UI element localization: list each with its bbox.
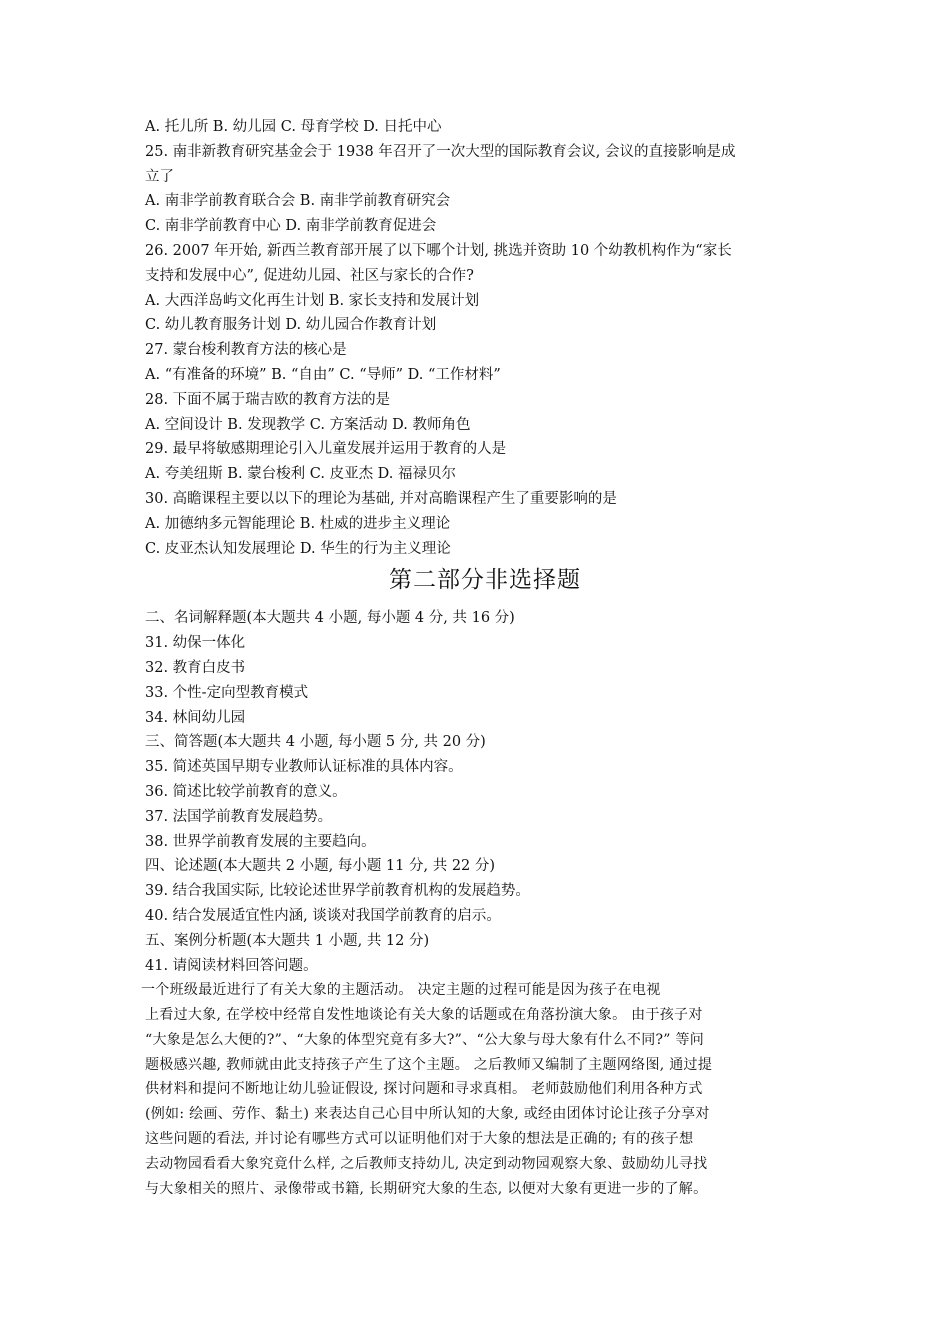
q25-options-cd: C. 南非学前教育中心 D. 南非学前教育促进会 xyxy=(145,218,437,235)
case-line: 上看过大象, 在学校中经常自发性地谈论有关大象的话题或在角落扮演大象。 由于孩子对 xyxy=(145,1007,703,1024)
q36: 36. 简述比较学前教育的意义。 xyxy=(145,783,347,800)
q34: 34. 林间幼儿园 xyxy=(145,709,246,726)
section-heading-essay: 四、论述题(本大题共 2 小题, 每小题 11 分, 共 22 分) xyxy=(145,858,496,875)
q33: 33. 个性-定向型教育模式 xyxy=(145,684,309,701)
q30-stem: 30. 高瞻课程主要以以下的理论为基础, 并对高瞻课程产生了重要影响的是 xyxy=(145,490,617,507)
section-heading-definitions: 二、名词解释题(本大题共 4 小题, 每小题 4 分, 共 16 分) xyxy=(145,610,515,627)
q27-options: A. “有准备的环境” B. “自由” C. “导师” D. “工作材料” xyxy=(145,366,501,383)
section-title: 第二部分非选择题 xyxy=(389,567,581,594)
q29-options: A. 夸美纽斯 B. 蒙台梭利 C. 皮亚杰 D. 福禄贝尔 xyxy=(145,466,457,483)
section-heading-short-answer: 三、简答题(本大题共 4 小题, 每小题 5 分, 共 20 分) xyxy=(145,734,486,751)
case-line: 一个班级最近进行了有关大象的主题活动。 决定主题的过程可能是因为孩子在电视 xyxy=(141,982,661,999)
q29-stem: 29. 最早将敏感期理论引入儿童发展并运用于教育的人是 xyxy=(145,441,507,458)
q26-stem: 26. 2007 年开始, 新西兰教育部开展了以下哪个计划, 挑选并资助 10 个幼教机构作为“家长 xyxy=(145,242,732,259)
case-line: 与大象相关的照片、录像带或书籍, 长期研究大象的生态, 以便对大象有更进一步的了解。 xyxy=(145,1180,708,1197)
q25-options-ab: A. 南非学前教育联合会 B. 南非学前教育研究会 xyxy=(145,193,451,210)
q35: 35. 简述英国早期专业教师认证标准的具体内容。 xyxy=(145,759,463,776)
case-line: “大象是怎么大便的?”、“大象的体型究竟有多大?”、“公大象与母大象有什么不同?” 等问 xyxy=(145,1031,705,1048)
q30-options-ab: A. 加德纳多元智能理论 B. 杜威的进步主义理论 xyxy=(145,515,451,532)
q41: 41. 请阅读材料回答问题。 xyxy=(145,957,318,974)
q27-stem: 27. 蒙台梭利教育方法的核心是 xyxy=(145,342,347,359)
part-two-questions xyxy=(145,606,825,978)
q40: 40. 结合发展适宜性内涵, 谈谈对我国学前教育的启示。 xyxy=(145,907,501,924)
q38: 38. 世界学前教育发展的主要趋向。 xyxy=(145,833,376,850)
case-material xyxy=(141,978,825,1201)
case-line: 供材料和提问不断地让幼儿验证假设, 探讨问题和寻求真相。 老师鼓励他们利用各种方式 xyxy=(145,1081,703,1098)
q26-options-cd: C. 幼儿教育服务计划 D. 幼儿园合作教育计划 xyxy=(145,317,437,334)
q28-stem: 28. 下面不属于瑞吉欧的教育方法的是 xyxy=(145,391,391,408)
q25-stem: 25. 南非新教育研究基金会于 1938 年召开了一次大型的国际教育会议, 会议的直接影响是成 xyxy=(145,143,736,160)
q32: 32. 教育白皮书 xyxy=(145,659,246,676)
case-line: 这些问题的看法, 并讨论有哪些方式可以证明他们对于大象的想法是正确的; 有的孩子想 xyxy=(145,1131,694,1148)
q26-options-ab: A. 大西洋岛屿文化再生计划 B. 家长支持和发展计划 xyxy=(145,292,480,309)
section-heading-case-analysis: 五、案例分析题(本大题共 1 小题, 共 12 分) xyxy=(145,932,430,949)
q26-stem-cont: 支持和发展中心”, 促进幼儿园、社区与家长的合作? xyxy=(145,267,474,284)
q25-stem-cont: 立了 xyxy=(145,168,174,185)
q24-options: A. 托儿所 B. 幼儿园 C. 母育学校 D. 日托中心 xyxy=(145,119,442,135)
q31: 31. 幼保一体化 xyxy=(145,635,246,652)
case-line: (例如: 绘画、劳作、黏土) 来表达自己心目中所认知的大象, 或经由团体讨论让孩子分享对 xyxy=(145,1106,710,1123)
q28-options: A. 空间设计 B. 发现教学 C. 方案活动 D. 教师角色 xyxy=(145,416,471,433)
q39: 39. 结合我国实际, 比较论述世界学前教育机构的发展趋势。 xyxy=(145,883,530,900)
case-line: 去动物园看看大象究竟什么样, 之后教师支持幼儿, 决定到动物园观察大象、鼓励幼儿寻找 xyxy=(145,1155,708,1172)
page-content xyxy=(141,115,825,1201)
q30-options-cd: C. 皮亚杰认知发展理论 D. 华生的行为主义理论 xyxy=(145,540,451,557)
part-one-choice-questions xyxy=(145,115,825,561)
q37: 37. 法国学前教育发展趋势。 xyxy=(145,808,333,825)
case-line: 题极感兴趣, 教师就由此支持孩子产生了这个主题。 之后教师又编制了主题网络图, 通过提 xyxy=(145,1056,713,1073)
